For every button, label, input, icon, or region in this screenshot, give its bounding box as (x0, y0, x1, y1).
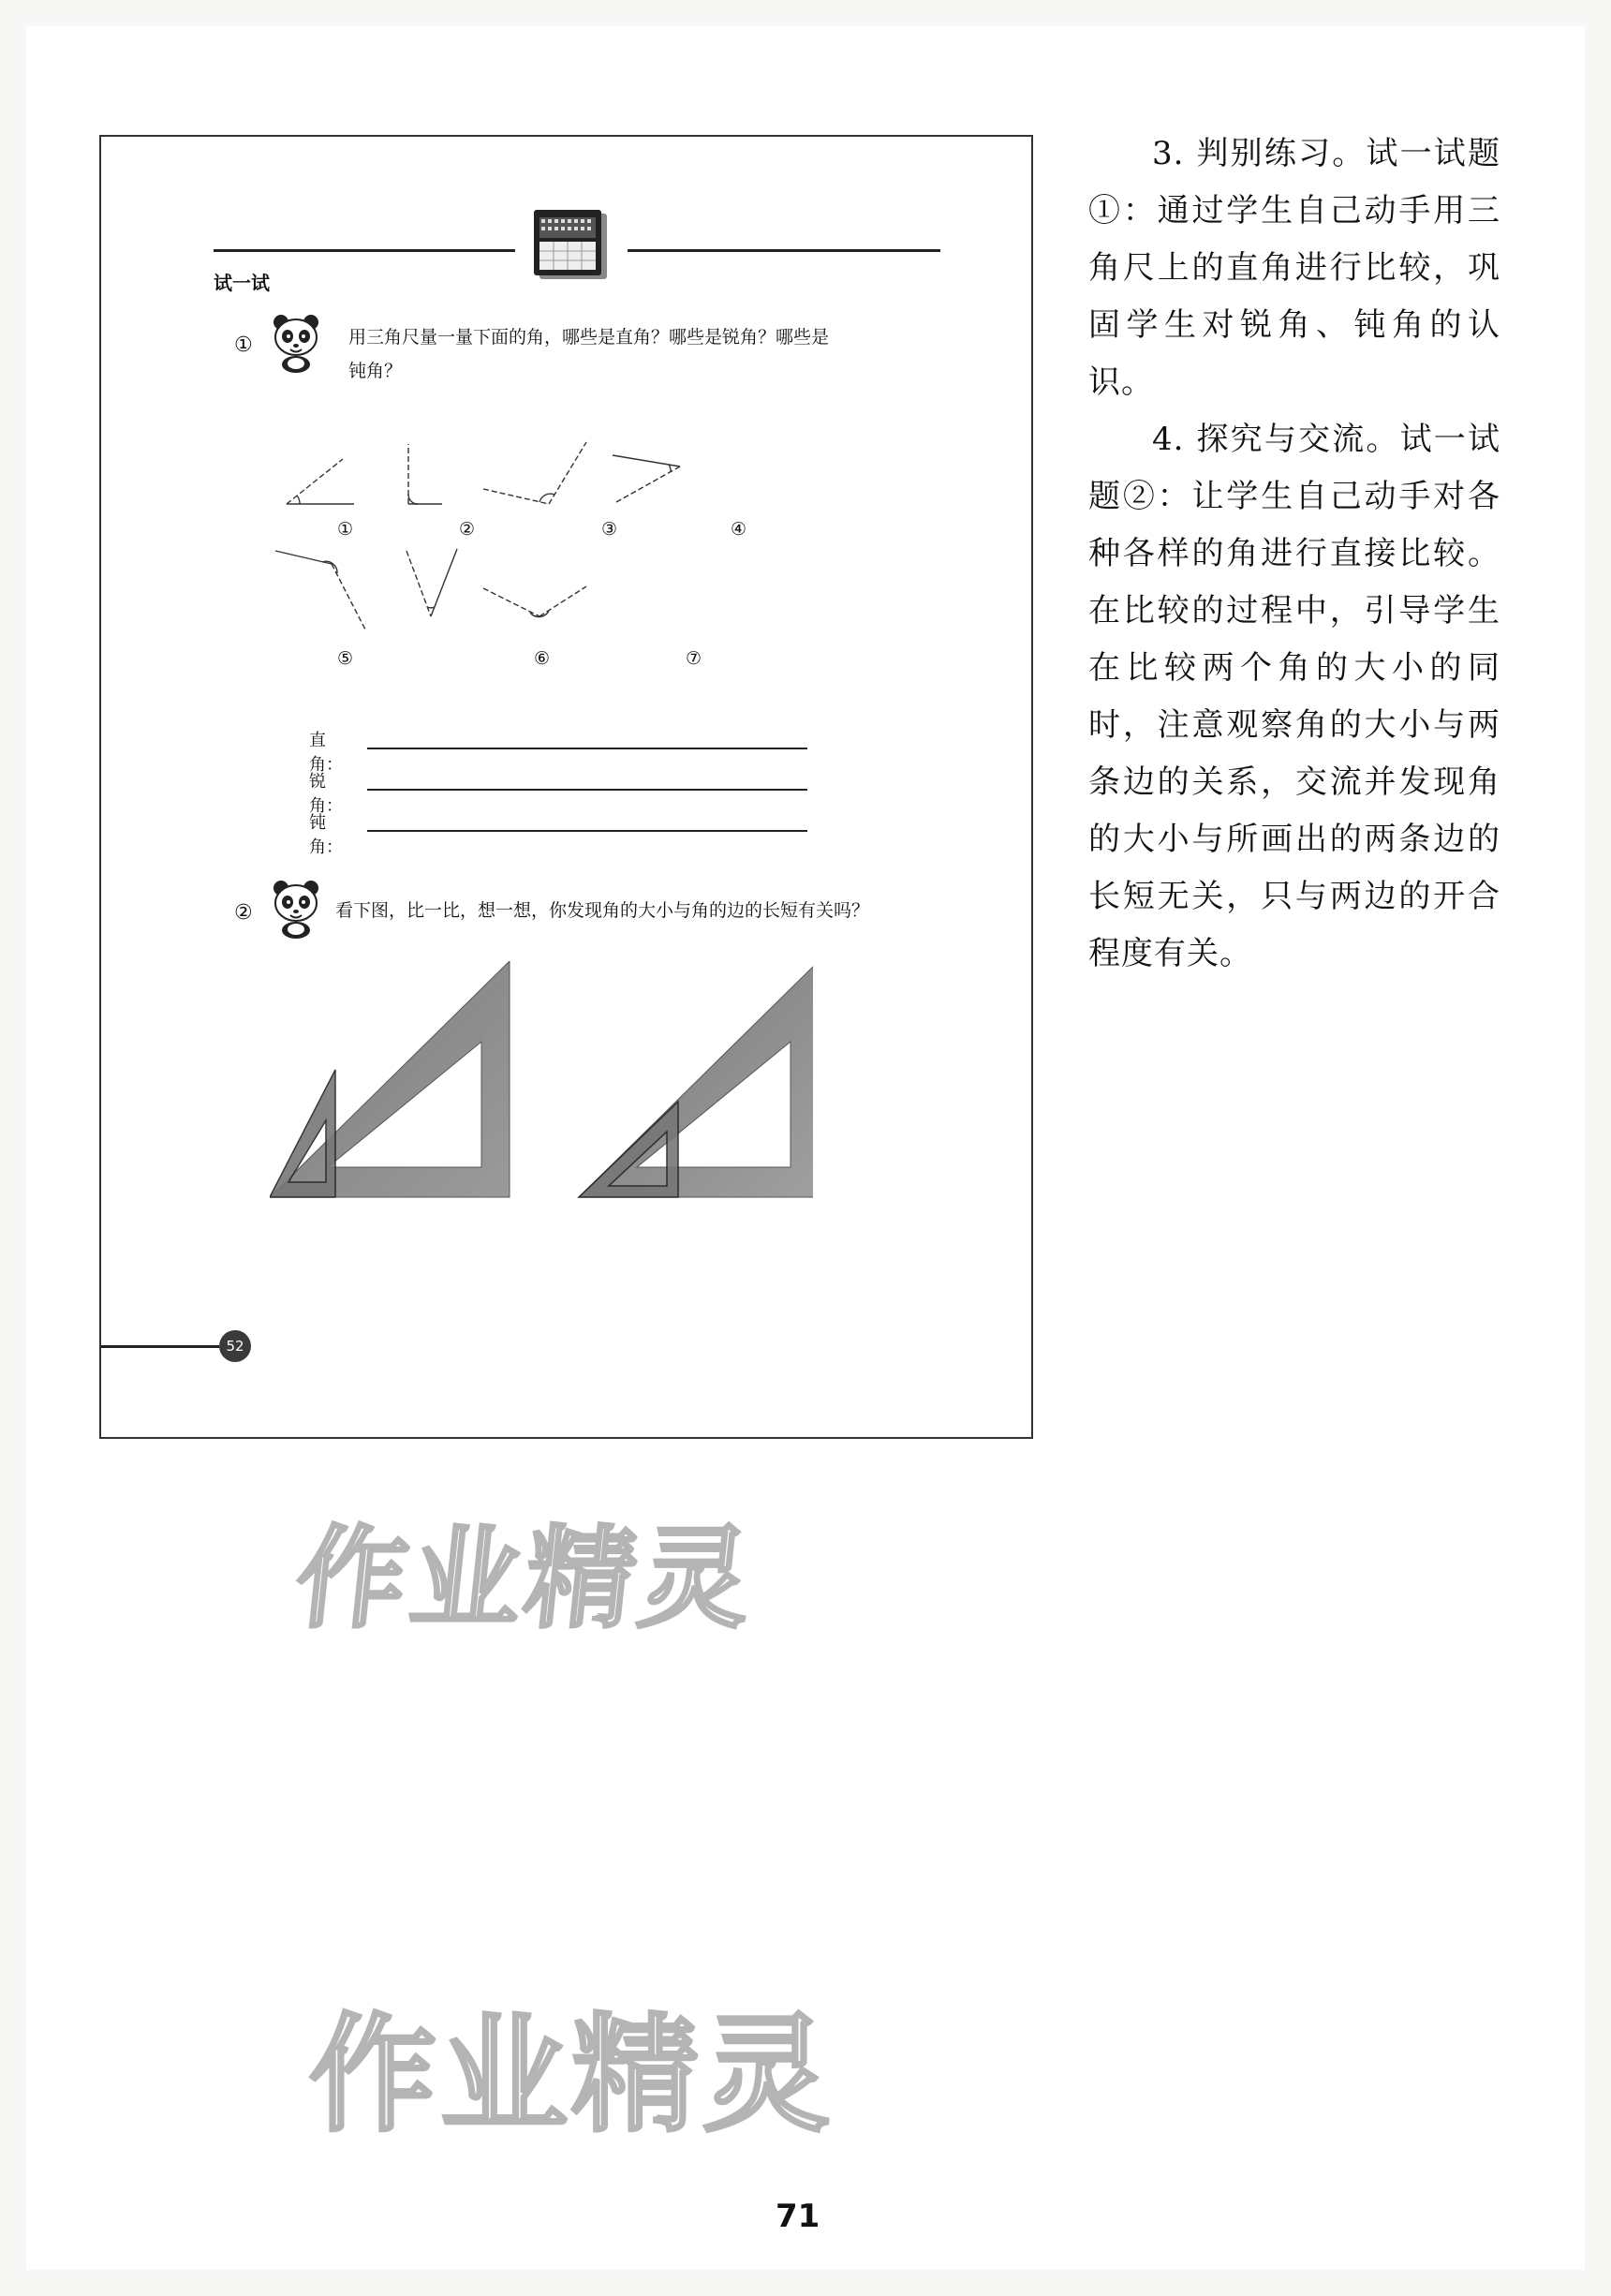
section-title: 试一试 (214, 272, 270, 294)
panda-icon (268, 877, 326, 939)
angle-2 (408, 444, 442, 504)
textbook-frame (99, 135, 1033, 1439)
commentary-paragraph-4: 4. 探究与交流。试一试题②：让学生自己动手对各种各样的角进行直接比较。在比较的过程中，引导学生在比较两个角的大小的同时，注意观察角的大小与两条边的关系，交流并发现角的大小与所画出的两条边的长短无关，只与两边的开合程度有关。 (1088, 421, 1500, 972)
angle-1 (287, 459, 354, 504)
angle-label-2: ② (459, 519, 476, 540)
question2-text: 看下图，比一比，想一想，你发现角的大小与角的边的长短有关吗？ (335, 900, 870, 921)
angle-label-3: ③ (601, 519, 618, 540)
page-number: 71 (776, 2198, 820, 2235)
watermark-logo: 作业精灵 (289, 1514, 761, 1643)
answer-line-right[interactable] (367, 748, 807, 749)
question2-number: ② (234, 901, 253, 925)
angle-6 (406, 549, 457, 616)
header-rule-left (214, 249, 515, 252)
question1-text-line2: 钝角？ (348, 361, 403, 381)
angle-4 (613, 455, 680, 502)
answer-label-right: 直角： (309, 731, 343, 775)
calculator-icon (530, 208, 614, 283)
textbook-page-badge: 52 (219, 1330, 251, 1362)
answer-line-obtuse[interactable] (367, 830, 807, 832)
commentary-paragraph-3: 3. 判别练习。试一试题①：通过学生自己动手用三角尺上的直角进行比较，巩固学生对锐角、钝角的认识。 (1088, 135, 1500, 401)
question1-number: ① (234, 333, 253, 357)
answer-label-obtuse: 钝角： (309, 813, 343, 857)
angle-label-7: ⑦ (686, 648, 702, 669)
angle-3 (483, 442, 586, 504)
answer-line-acute[interactable] (367, 789, 807, 791)
angle-5 (275, 551, 365, 630)
angle-label-5: ⑤ (337, 648, 354, 669)
header-rule-right (628, 249, 940, 252)
angle-label-6: ⑥ (534, 648, 551, 669)
set-squares-diagram (270, 961, 813, 1205)
panda-icon (268, 311, 326, 373)
angle-7 (483, 586, 586, 616)
footer-rule (101, 1345, 219, 1348)
set-square-pair-left (270, 961, 510, 1197)
watermark-logo: 作业精灵 (309, 2002, 834, 2150)
angle-label-1: ① (337, 519, 354, 540)
set-square-pair-right (579, 961, 813, 1197)
question1-text-line1: 用三角尺量一量下面的角，哪些是直角？哪些是锐角？哪些是 (348, 327, 830, 348)
angle-label-4: ④ (731, 519, 747, 540)
answer-label-acute: 锐角： (309, 772, 343, 816)
teaching-commentary (1088, 126, 1500, 983)
